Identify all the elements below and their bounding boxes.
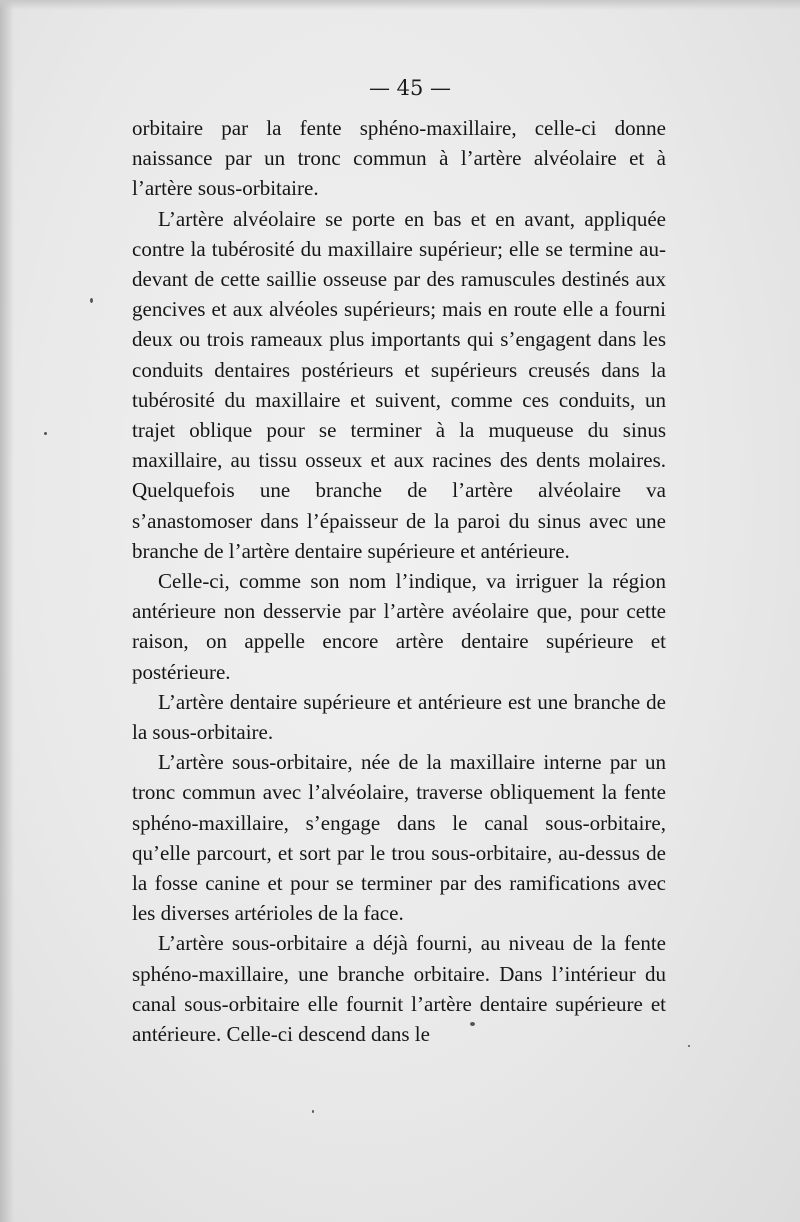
page-shadow-top xyxy=(0,0,800,10)
paragraph-infraorbital-artery: L’artère sous-orbitaire, née de la maxillaire interne par un tronc commun avec l’alvéolaire, traverse obliquement la fente sphéno-maxillaire, s’engage dans le canal sous-orbitaire, qu’elle parcourt, et sort par le trou sous-orbitaire, au-dessus de la fosse canine et pour se terminer par des ramifications avec les diverses artérioles de la face. xyxy=(132,750,666,926)
paragraph-alveolar-artery: L’artère alvéolaire se porte en bas et en avant, appliquée contre la tubérosité du maxillaire supérieur; elle se termine au-devant de cette saillie osseuse par des ramuscules destinés aux gencives et aux alvéoles supérieurs; mais en route elle a fourni deux ou trois rameaux plus importants qui s’engagent dans les conduits dentaires postérieurs et supérieurs creusés dans la tubérosité du maxillaire et suivent, comme ces conduits, un trajet oblique pour se terminer à la muqueuse du sinus maxillaire, au tissu osseux et aux racines des dents molaires. Quelquefois une branche de l’artère alvéolaire va s’anastomoser dans l’épaisseur de la paroi du sinus avec une branche de l’artère dentaire supérieure et antérieure. xyxy=(132,206,666,563)
page-shadow-left xyxy=(0,0,14,1222)
paper-speck xyxy=(688,1045,690,1047)
paragraph-continuation: orbitaire par la fente sphéno-maxillaire, celle-ci donne naissance par un tronc commun à l’artère alvéolaire et à l’artère sous-orbitaire. xyxy=(132,116,666,201)
paper-speck xyxy=(470,1022,475,1026)
paragraph-infraorbital-branches: L’artère sous-orbitaire a déjà fourni, au niveau de la fente sphéno-maxillaire, une branche orbitaire. Dans l’intérieur du canal sous-orbitaire elle fournit l’artère dentaire supérieure et antérieure. Celle-ci descend dans le xyxy=(132,931,666,1047)
body-text xyxy=(132,113,666,1049)
page-number: — 45 — xyxy=(368,76,452,100)
paper-speck xyxy=(90,298,93,303)
paper-speck xyxy=(44,432,47,435)
paragraph-dental-artery: L’artère dentaire supérieure et antérieure est une branche de la sous-orbitaire. xyxy=(132,689,666,745)
paper-speck xyxy=(312,1110,314,1113)
paragraph-anterior-region: Celle-ci, comme son nom l’indique, va irriguer la région antérieure non desservie par l’artère avéolaire que, pour cette raison, on appelle encore artère dentaire supérieure et postérieure. xyxy=(132,569,666,684)
